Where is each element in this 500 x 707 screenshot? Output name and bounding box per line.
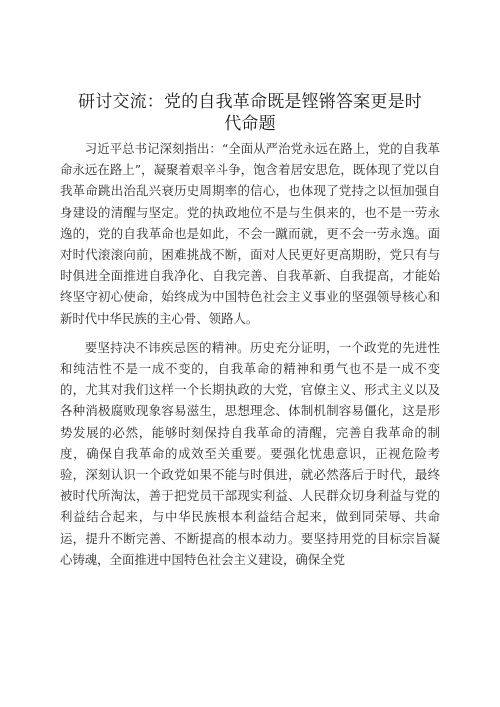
paragraph-1: 习近平总书记深刻指出：“全面从严治党永远在路上，党的自我革命永远在路上”，凝聚着艰辛斗争，饱含着居安思危，既体现了党以自我革命跳出治乱兴衰历史周期率的信心，也体现了党持之以恒加强自身建设的清醒与坚定。党的执政地位不是与生俱来的，也不是一劳永逸的，党的自我革命也是如此，不会一蹴而就，更不会一劳永逸。面对时代滚滚向前，困难挑战不断，面对人民更好更高期盼，党只有与时俱进全面推进自我净化、自我完善、自我革新、自我提高，才能始终坚守初心使命，始终成为中国特色社会主义事业的坚强领导核心和新时代中华民族的主心骨、领路人。 [60,141,440,326]
document-body [60,138,440,570]
title-line-2: 代命题 [224,114,276,134]
paragraph-2: 要坚持决不讳疾忌医的精神。历史充分证明，一个政党的先进性和纯洁性不是一成不变的，自我革命的精神和勇气也不是一成不变的，尤其对我们这样一个长期执政的大党，官僚主义、形式主义以及各种消极腐败现象容易滋生，思想理念、体制机制容易僵化，这是形势发展的必然，能够时刻保持自我革命的清醒，完善自我革命的制度，确保自我革命的成效至关重要。要强化忧患意识，正视危险考验，深刻认识一个政党如果不能与时俱进，就必然落后于时代，最终被时代所淘汰，善于把党员干部现实利益、人民群众切身利益与党的利益结合起来，与中华民族根本利益结合起来，做到同荣辱、共命运，提升不断完善、不断提高的根本动力。要坚持用党的目标宗旨凝心铸魂，全面推进中国特色社会主义建设，确保全党 [60,339,440,567]
document-title [60,91,440,135]
title-line-1: 研讨交流：党的自我革命既是铿锵答案更是时 [78,92,422,112]
